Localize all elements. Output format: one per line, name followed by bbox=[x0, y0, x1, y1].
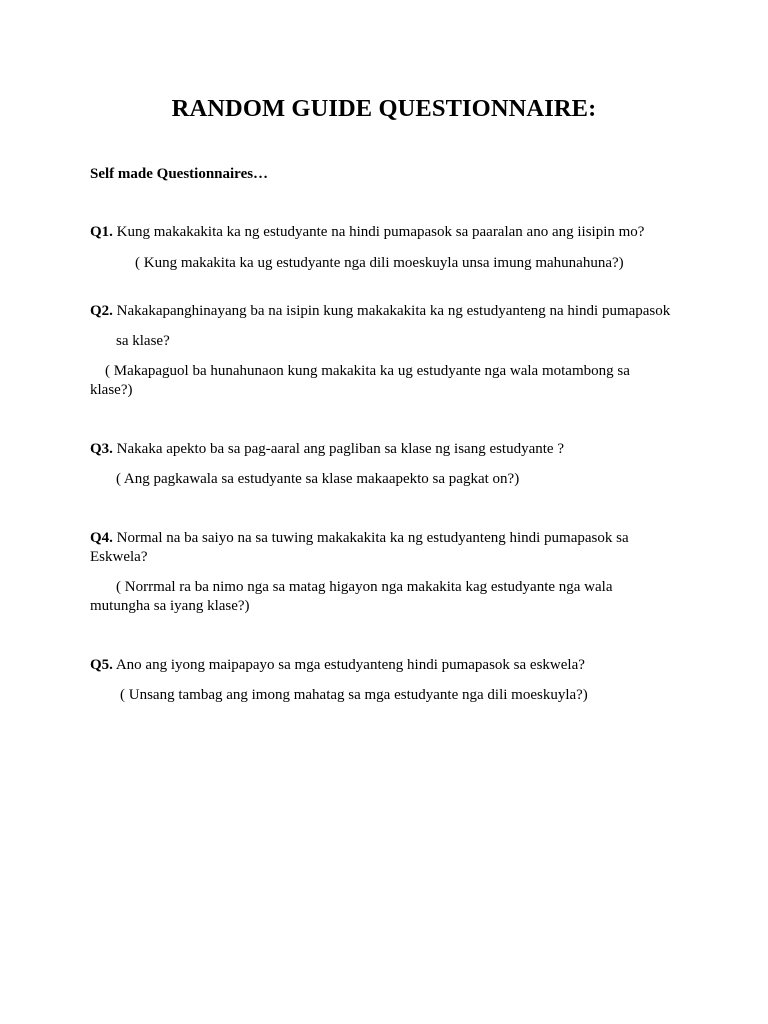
question-2-translation: ( Makapaguol ba hunahunaon kung makakita ka ug estudyante nga wala motambong sa klase?) bbox=[90, 363, 630, 398]
question-5-text: Ano ang iyong maipapayo sa mga estudyanteng hindi pumapasok sa eskwela? bbox=[112, 657, 585, 673]
question-4-text: Normal na ba saiyo na sa tuwing makakakita ka ng estudyanteng hindi pumapasok sa Eskwela? bbox=[90, 530, 629, 565]
document-subtitle: Self made Questionnaires… bbox=[90, 166, 269, 182]
question-5 bbox=[90, 656, 680, 675]
question-4-translation: ( Norrmal ra ba nimo nga sa matag higayon nga makakita kag estudyante nga wala mutungha sa iyang klase?) bbox=[90, 579, 613, 614]
question-3-text: Nakaka apekto ba sa pag-aaral ang pagliban sa klase ng isang estudyante ? bbox=[112, 441, 564, 457]
question-1 bbox=[90, 223, 680, 242]
question-4 bbox=[90, 529, 652, 567]
question-5-translation: ( Unsang tambag ang imong mahatag sa mga estudyante nga dili moeskuyla?) bbox=[120, 687, 588, 703]
question-5-label: Q5. bbox=[90, 657, 113, 673]
question-3-translation: ( Ang pagkawala sa estudyante sa klase makaapekto sa pagkat on?) bbox=[116, 471, 520, 487]
question-1-label: Q1. bbox=[90, 224, 113, 240]
question-3 bbox=[90, 440, 680, 459]
question-4-label: Q4. bbox=[90, 530, 113, 546]
document-title: RANDOM GUIDE QUESTIONNAIRE: bbox=[171, 95, 597, 122]
question-2-label: Q2. bbox=[90, 303, 113, 319]
question-2 bbox=[90, 302, 690, 321]
question-2-continuation: sa klase? bbox=[116, 333, 170, 349]
question-1-translation: ( Kung makakita ka ug estudyante nga dili moeskuyla unsa imung mahunahuna?) bbox=[135, 255, 624, 271]
question-1-text: Kung makakakita ka ng estudyante na hindi pumapasok sa paaralan ano ang iisipin mo? bbox=[112, 224, 645, 240]
question-3-label: Q3. bbox=[90, 441, 113, 457]
question-2-text: Nakakapanghinayang ba na isipin kung makakakita ka ng estudyanteng na hindi pumapasok bbox=[112, 303, 671, 319]
